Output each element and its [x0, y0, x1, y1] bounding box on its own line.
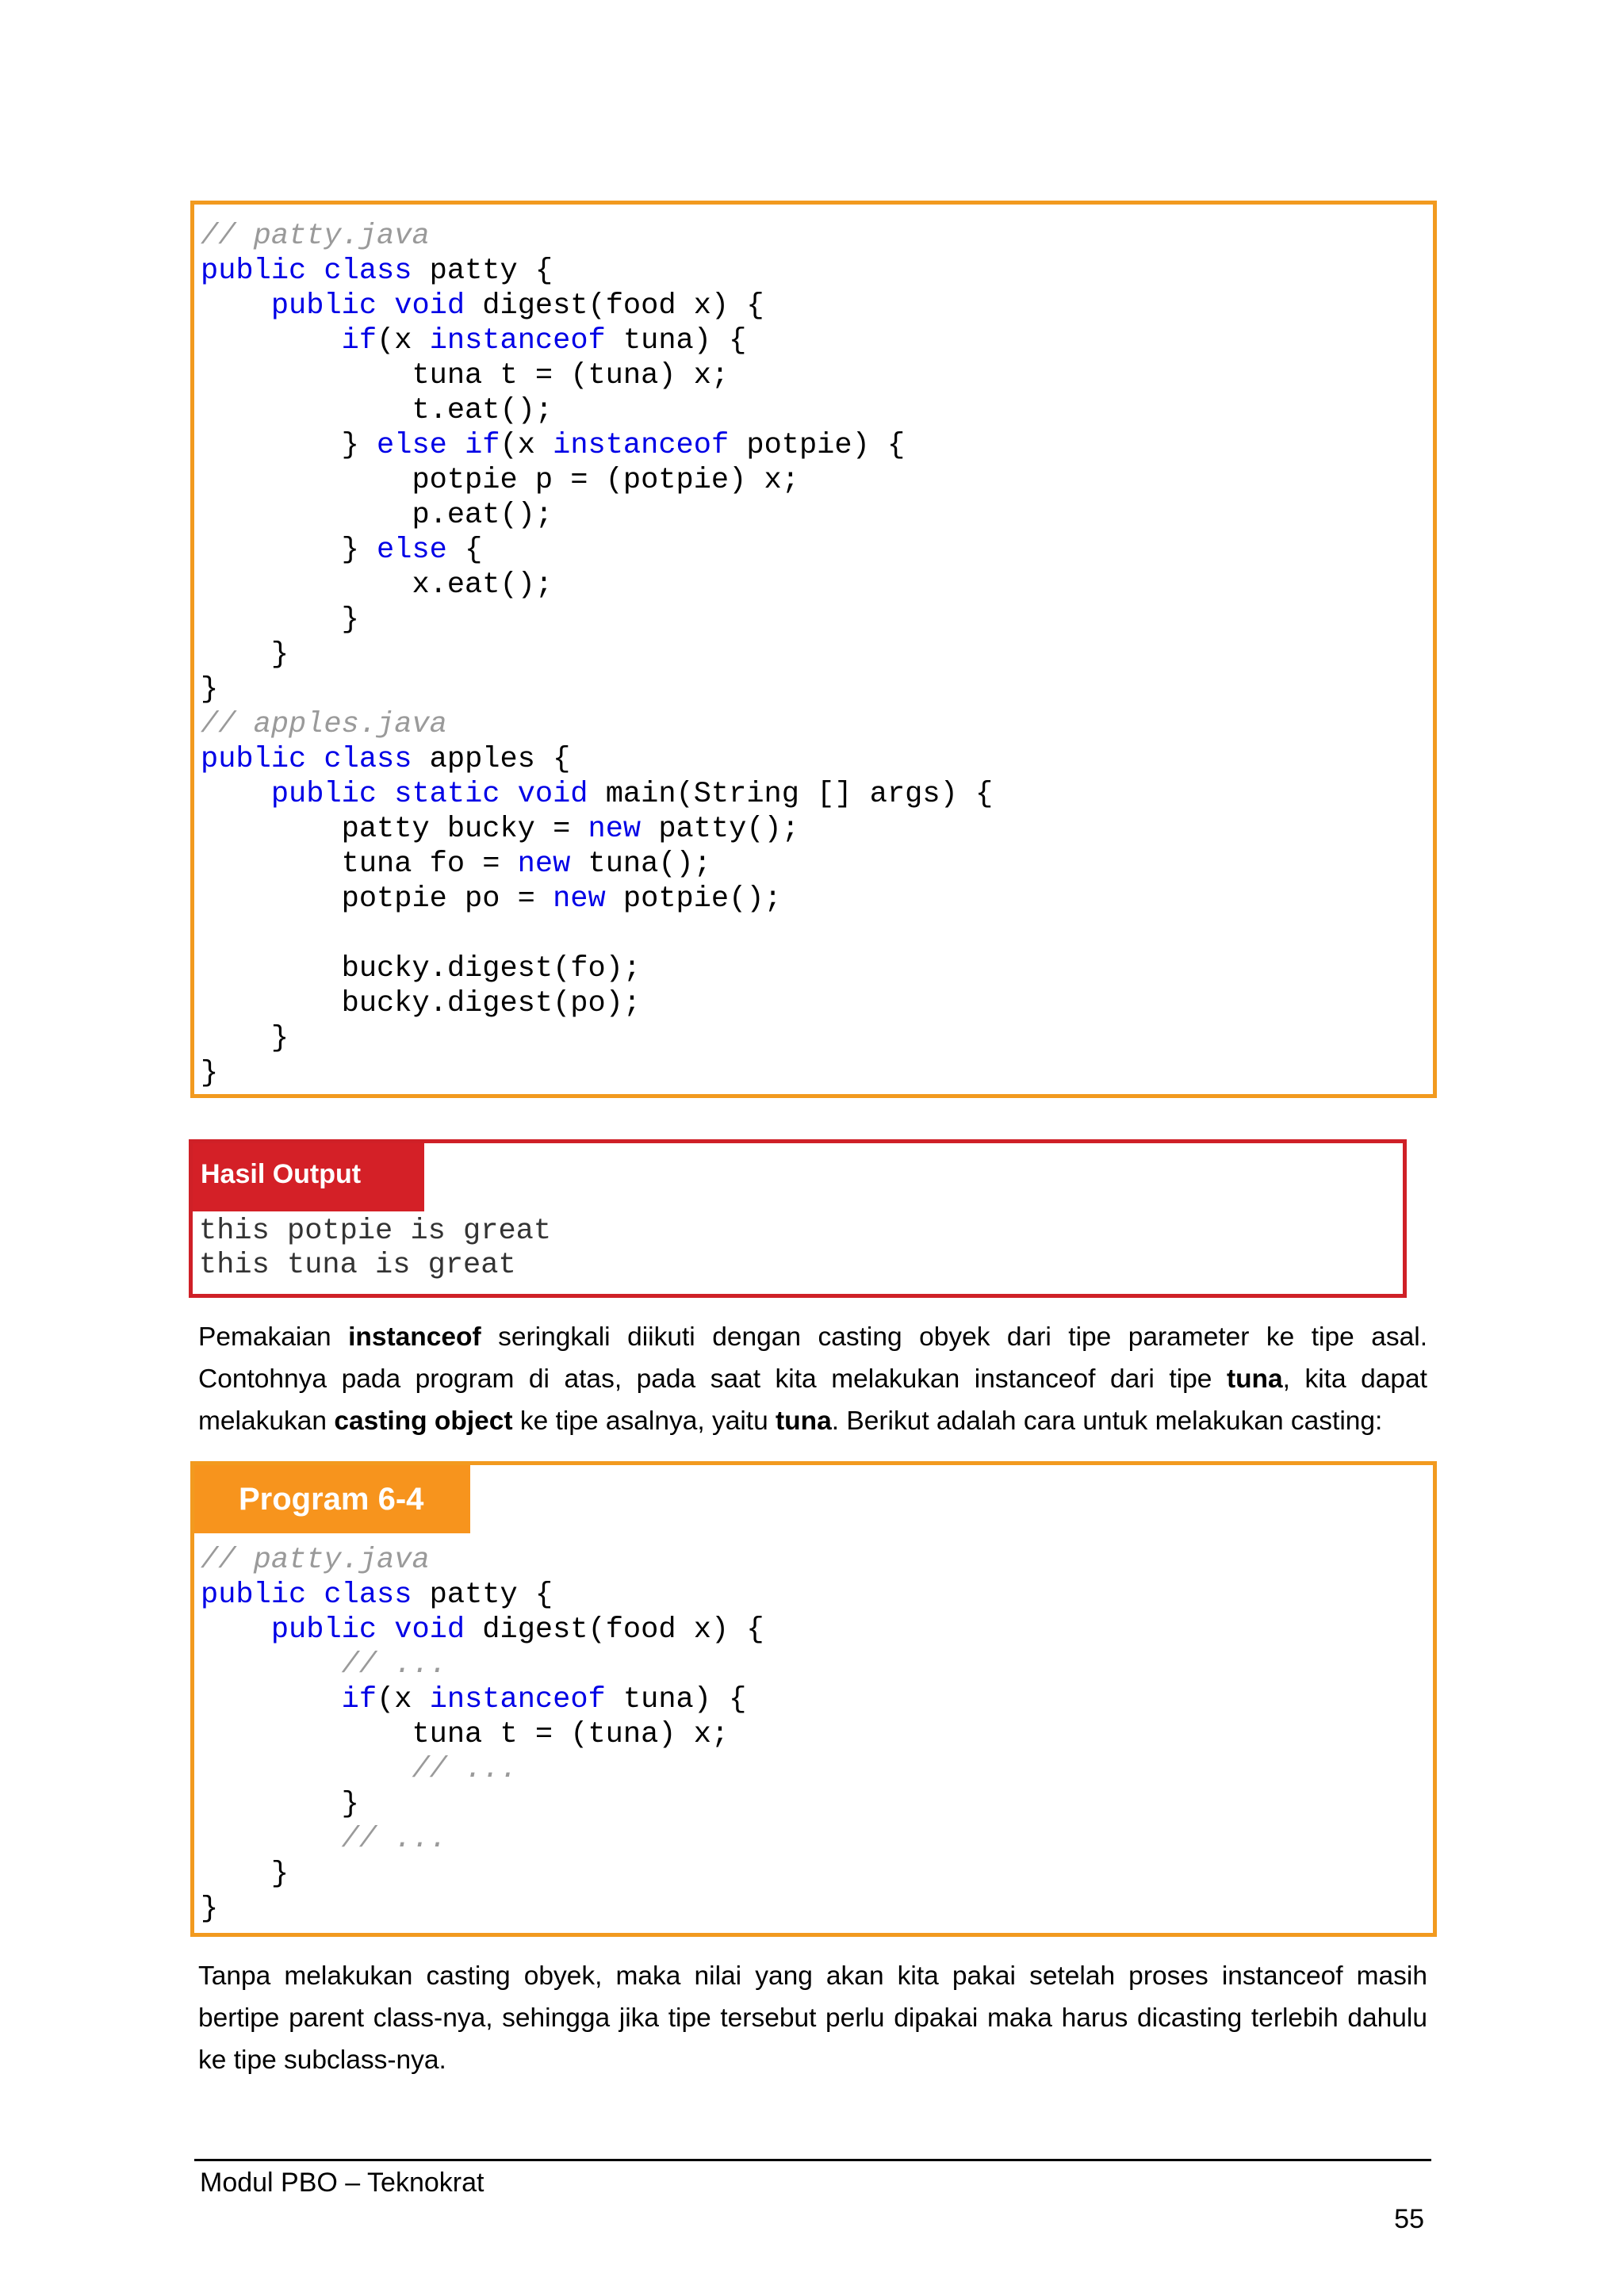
- code-text: potpie po =: [201, 882, 553, 916]
- code-text: }: [201, 534, 377, 567]
- code-text: [201, 1753, 412, 1786]
- code-keyword: if: [341, 1683, 377, 1716]
- code-text: [201, 1613, 271, 1647]
- output-line: this potpie is great: [199, 1215, 552, 1248]
- code-comment: // ...: [341, 1823, 447, 1856]
- code-comment: // ...: [341, 1648, 447, 1682]
- output-box: [189, 1139, 1407, 1298]
- code-keyword: public class: [201, 1578, 412, 1612]
- code-line: [201, 533, 993, 568]
- bold-term: tuna: [1226, 1364, 1283, 1394]
- code-text: (x: [377, 324, 430, 358]
- code-line: [201, 777, 993, 812]
- code-line: [201, 812, 993, 847]
- code-line: [201, 1892, 764, 1927]
- code-line: [201, 1682, 764, 1717]
- code-text: tuna) {: [605, 324, 747, 358]
- code-text: patty();: [641, 813, 799, 846]
- output-line: this tuna is great: [199, 1249, 516, 1282]
- code-text: p.eat();: [201, 499, 553, 532]
- code-text: tuna) {: [605, 1683, 747, 1716]
- code-text: }: [201, 603, 359, 637]
- code-text: {: [446, 534, 483, 567]
- code-line: [201, 1056, 993, 1091]
- code-comment: // patty.java: [201, 1544, 430, 1577]
- code-text: patty {: [412, 254, 553, 288]
- code-line: [201, 463, 993, 498]
- paragraph-text: . Berikut adalah cara untuk melakukan casting:: [831, 1406, 1383, 1436]
- code-keyword: new: [588, 813, 642, 846]
- paragraph-text: ke tipe asalnya, yaitu: [512, 1406, 776, 1436]
- bold-term: tuna: [776, 1406, 832, 1436]
- code-text: t.eat();: [201, 394, 553, 427]
- code-line: [201, 323, 993, 358]
- code-line: [201, 1752, 764, 1787]
- code-text: bucky.digest(fo);: [201, 952, 642, 985]
- code-text: potpie) {: [729, 429, 906, 462]
- code-text: patty bucky =: [201, 813, 588, 846]
- code-line: [201, 951, 993, 986]
- code-listing: [201, 219, 993, 1091]
- code-line: [201, 1613, 764, 1647]
- code-line: [201, 498, 993, 533]
- code-text: [201, 1683, 342, 1716]
- bold-term: casting object: [334, 1406, 513, 1436]
- code-keyword: public class: [201, 254, 412, 288]
- code-keyword: new: [553, 882, 606, 916]
- code-text: }: [201, 1788, 359, 1821]
- code-line: [201, 742, 993, 777]
- code-block-patty-apples: [190, 201, 1437, 1098]
- code-line: [201, 1543, 764, 1578]
- code-text: }: [201, 638, 289, 672]
- code-text: potpie p = (potpie) x;: [201, 464, 799, 497]
- code-keyword: else: [377, 534, 447, 567]
- code-keyword: if: [341, 324, 377, 358]
- code-line: [201, 603, 993, 637]
- code-keyword: else if: [377, 429, 500, 462]
- code-line: [201, 672, 993, 707]
- code-keyword: instanceof: [553, 429, 730, 462]
- code-text: }: [201, 673, 219, 706]
- code-keyword: public void: [270, 289, 465, 323]
- code-text: patty {: [412, 1578, 553, 1612]
- code-line: [201, 428, 993, 463]
- code-text: }: [201, 1858, 289, 1891]
- code-comment: // patty.java: [201, 220, 430, 253]
- code-line: [201, 1647, 764, 1682]
- page-number: 55: [1394, 2204, 1424, 2234]
- code-line: [201, 393, 993, 428]
- code-keyword: public void: [270, 1613, 465, 1647]
- code-line: [201, 254, 993, 289]
- code-text: (x: [377, 1683, 430, 1716]
- code-text: }: [201, 429, 377, 462]
- code-text: }: [201, 1022, 289, 1055]
- bold-term: instanceof: [348, 1322, 481, 1352]
- code-line: [201, 986, 993, 1021]
- code-line: [201, 289, 993, 323]
- code-line: [201, 1822, 764, 1857]
- code-text: [201, 778, 271, 811]
- code-line: [201, 1787, 764, 1822]
- paragraph-text: Pemakaian: [198, 1322, 349, 1352]
- code-text: [201, 1648, 342, 1682]
- code-keyword: instanceof: [429, 324, 606, 358]
- program-box-title: Program 6-4: [194, 1465, 470, 1533]
- program-code-listing: [201, 1543, 764, 1927]
- code-line: [201, 1021, 993, 1056]
- code-text: (x: [500, 429, 553, 462]
- code-text: apples {: [412, 743, 571, 776]
- code-keyword: public class: [201, 743, 412, 776]
- code-text: tuna();: [570, 848, 711, 881]
- code-keyword: instanceof: [429, 1683, 606, 1716]
- code-text: main(String [] args) {: [588, 778, 994, 811]
- code-line: [201, 916, 993, 951]
- paragraph-instanceof-casting: [198, 1316, 1427, 1442]
- paragraph-text: seringkali diikuti dengan casting obyek dari tipe parameter ke tipe asal. Contohnya pada program di atas, pada saat kita melakukan instanceof dari tipe: [198, 1322, 1427, 1394]
- footer-module-title: Modul PBO – Teknokrat: [200, 2168, 485, 2198]
- code-comment: // apples.java: [201, 708, 447, 741]
- code-text: potpie();: [605, 882, 782, 916]
- code-text: tuna t = (tuna) x;: [201, 1718, 730, 1751]
- code-text: [201, 1823, 342, 1856]
- code-text: digest(food x) {: [465, 1613, 764, 1647]
- code-comment: // ...: [412, 1753, 518, 1786]
- program-box: [190, 1461, 1437, 1937]
- code-line: [201, 219, 993, 254]
- code-keyword: public static void: [270, 778, 588, 811]
- code-text: }: [201, 1057, 219, 1090]
- code-keyword: new: [517, 848, 571, 881]
- paragraph-casting-explanation: Tanpa melakukan casting obyek, maka nilai yang akan kita pakai setelah proses instanceof masih bertipe parent class-nya, sehingga jika tipe tersebut perlu dipakai maka harus dicasting terlebih dahulu ke tipe subclass-nya.: [198, 1961, 1427, 2075]
- code-line: [201, 847, 993, 882]
- code-text: x.eat();: [201, 568, 553, 602]
- code-line: [201, 358, 993, 393]
- code-line: [201, 707, 993, 742]
- paragraph-text: , kita dapat melakukan: [198, 1364, 1427, 1436]
- code-line: [201, 1857, 764, 1892]
- output-box-title: Hasil Output: [193, 1143, 424, 1211]
- code-line: [201, 1578, 764, 1613]
- footer-divider: [194, 2159, 1431, 2161]
- code-text: bucky.digest(po);: [201, 987, 642, 1020]
- code-line: [201, 637, 993, 672]
- code-text: [201, 289, 271, 323]
- code-line: [201, 882, 993, 916]
- code-line: [201, 1717, 764, 1752]
- code-text: tuna t = (tuna) x;: [201, 359, 730, 392]
- code-text: }: [201, 1892, 219, 1926]
- code-text: tuna fo =: [201, 848, 518, 881]
- code-line: [201, 568, 993, 603]
- code-text: [201, 324, 342, 358]
- code-text: digest(food x) {: [465, 289, 764, 323]
- output-text: [199, 1215, 551, 1283]
